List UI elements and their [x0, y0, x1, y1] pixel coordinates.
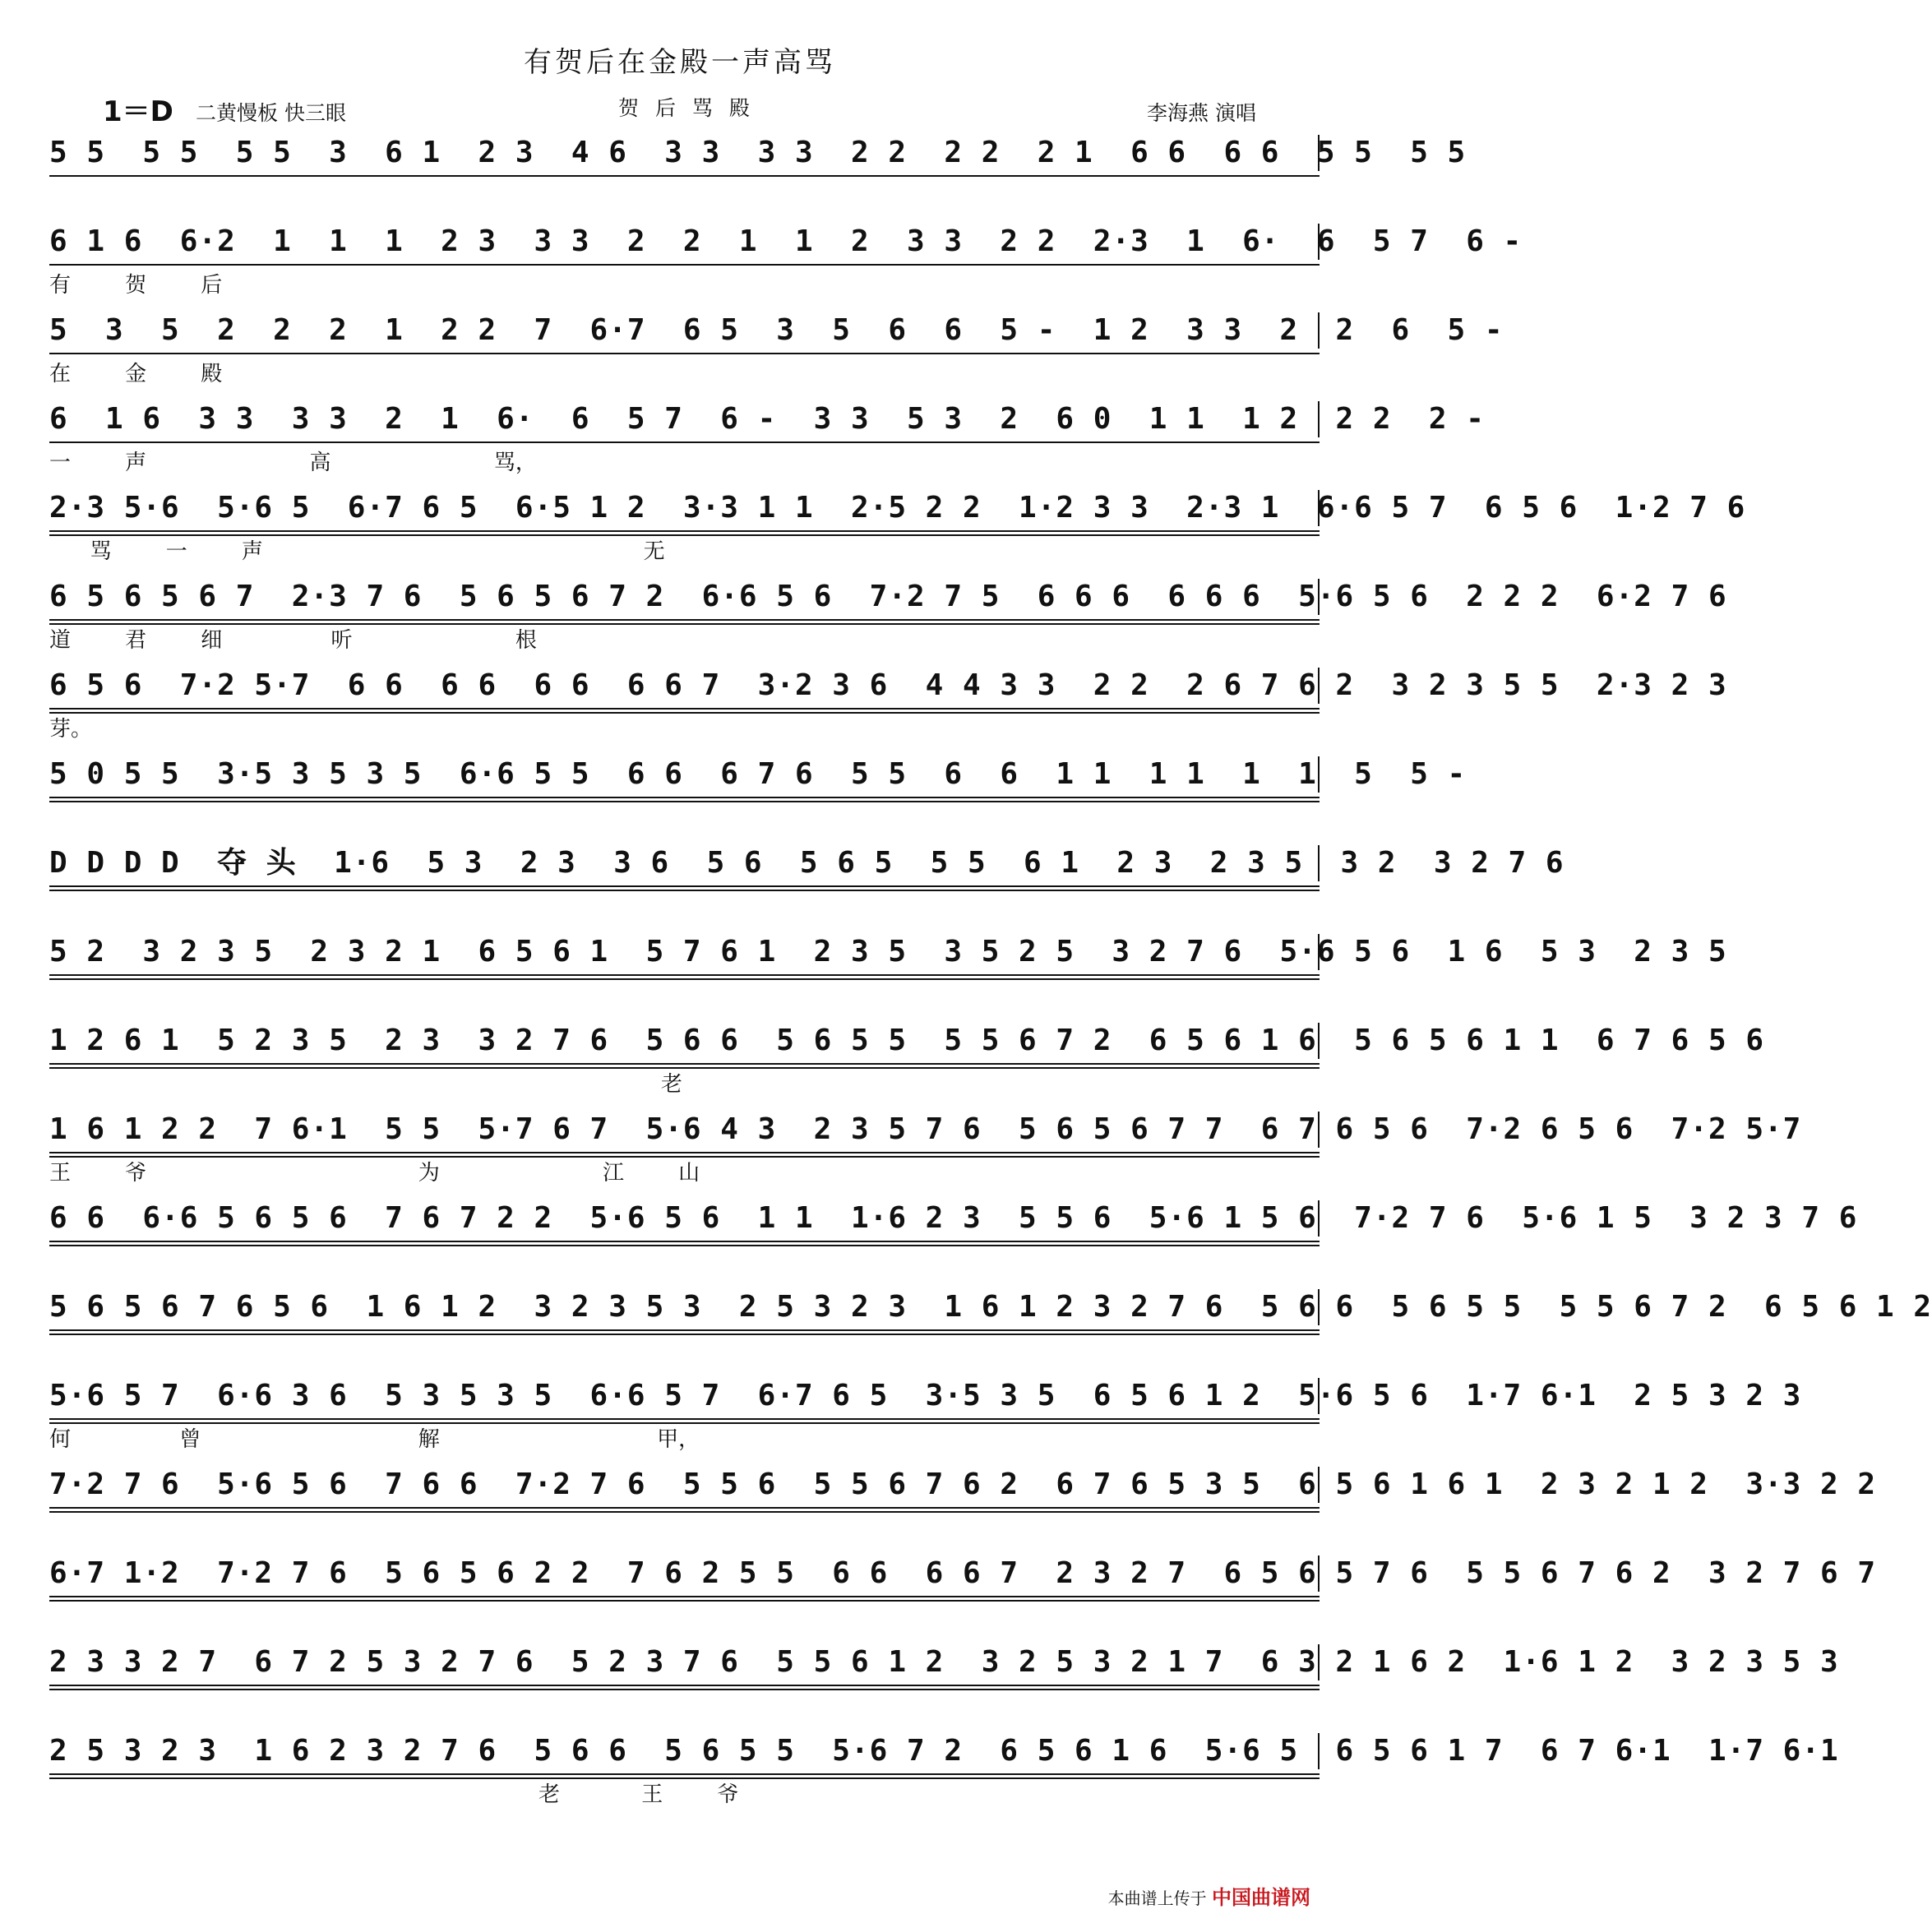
beam-line [49, 974, 1320, 976]
notation-line: 5·6 5 7 6·6 3 6 5 3 5 3 5 6·6 5 7 6·7 6 5 3·5 3 5 6 5 6 1 2 5·6 5 6 1·7 6·1 2 5 3 2 3 [49, 1379, 1802, 1412]
lyrics-line [49, 806, 1320, 830]
score-row [49, 1552, 1877, 1641]
bar-line [1318, 1200, 1320, 1237]
score-title: 有贺后在金殿一声高骂 [524, 46, 836, 79]
lyrics-line: 一 声 高 骂， [49, 451, 537, 475]
score-row [49, 220, 1523, 309]
score-row [49, 398, 1485, 487]
score-row [49, 753, 1467, 842]
notation-line: 6 6 6·6 5 6 5 6 7 6 7 2 2 5·6 5 6 1 1 1·6 2 3 5 5 6 5·6 1 5 6 7·2 7 6 5·6 1 5 3 2 3 7 6 [49, 1201, 1858, 1235]
bar-line [1318, 668, 1320, 704]
beam-line [49, 1422, 1320, 1424]
beam-line [49, 1685, 1320, 1686]
bar-line [1318, 1378, 1320, 1414]
score-row [49, 132, 1467, 220]
beam-line [49, 1067, 1320, 1069]
lyrics-line [49, 983, 1320, 1008]
beam-line [49, 1329, 1320, 1331]
notation-line: 6 1 6 6·2 1 1 1 2 3 3 3 2 2 1 1 2 3 3 2 2 2·3 1 6· 6 5 7 6 - [49, 224, 1523, 258]
beam-line [49, 1600, 1320, 1602]
lyrics-line: 骂 一 声 无 [49, 539, 665, 564]
notation-line: 5 5 5 5 5 5 3 6 1 2 3 4 6 3 3 3 3 2 2 2 2 2 1 6 6 6 6 5 5 5 5 [49, 136, 1467, 169]
footer-credit [1108, 1881, 1310, 1910]
beam-line [49, 1773, 1320, 1775]
lyrics-line: 芽。 [49, 717, 93, 742]
notation-line: 5 3 5 2 2 2 1 2 2 7 6·7 6 5 3 5 6 6 5 - 1 2 3 3 2 2 6 5 - [49, 313, 1504, 347]
beam-line [49, 623, 1320, 625]
score-row [49, 487, 1746, 576]
beam-line [49, 175, 1320, 177]
bar-line [1318, 1644, 1320, 1680]
bar-line [1318, 312, 1320, 349]
notation-line: D D D D 夺 头 1·6 5 3 2 3 3 6 5 6 5 6 5 5 5 6 1 2 3 2 3 5 3 2 3 2 7 6 [49, 846, 1565, 880]
notation-line: 2 3 3 2 7 6 7 2 5 3 2 7 6 5 2 3 7 6 5 5 6 1 2 3 2 5 3 2 1 7 6 3 2 1 6 2 1·6 1 2 3 2 3 5 3 [49, 1645, 1839, 1679]
score-row [49, 1730, 1839, 1819]
lyrics-line: 何 曾 解 甲， [49, 1427, 700, 1452]
lyrics-line [49, 1338, 1320, 1363]
key-signature: 1＝D [103, 95, 173, 128]
notation-line: 1 2 6 1 5 2 3 5 2 3 3 2 7 6 5 6 6 5 6 5 5 5 5 6 7 2 6 5 6 1 6 5 6 5 6 1 1 6 7 6 5 6 [49, 1024, 1764, 1057]
beam-line [49, 1596, 1320, 1597]
beam-line [49, 797, 1320, 798]
score-row [49, 1641, 1839, 1730]
lyrics-line: 有 贺 后 [49, 273, 223, 298]
beam-line [49, 890, 1320, 891]
notation-line: 6 5 6 7·2 5·7 6 6 6 6 6 6 6 6 7 3·2 3 6 4 4 3 3 2 2 2 6 7 6 2 3 2 3 5 5 2·3 2 3 [49, 668, 1727, 702]
bar-line [1318, 845, 1320, 881]
beam-line [49, 978, 1320, 980]
beam-line [49, 353, 1320, 354]
notation-line: 2 5 3 2 3 1 6 2 3 2 7 6 5 6 6 5 6 5 5 5·6 7 2 6 5 6 1 6 5·6 5 6 5 6 1 7 6 7 6·1 1·7 6·1 [49, 1734, 1839, 1768]
beam-line [49, 1063, 1320, 1065]
score-row [49, 1286, 1932, 1375]
lyrics-line [49, 894, 1320, 919]
beam-line [49, 708, 1320, 710]
beam-line [49, 1152, 1320, 1153]
score-row [49, 1463, 1877, 1552]
bar-line [1318, 579, 1320, 615]
bar-line [1318, 1289, 1320, 1325]
beam-line [49, 1777, 1320, 1779]
notation-line: 5 0 5 5 3·5 3 5 3 5 6·6 5 5 6 6 6 7 6 5 5 6 6 1 1 1 1 1 1 5 5 - [49, 757, 1467, 791]
lyrics-line [49, 1694, 1320, 1718]
beam-line [49, 441, 1320, 443]
score-row [49, 576, 1727, 664]
lyrics-line: 老 王 爷 [49, 1782, 739, 1807]
lyrics-line: 道 君 细 听 根 [49, 628, 537, 653]
notation-line: 1 6 1 2 2 7 6·1 5 5 5·7 6 7 5·6 4 3 2 3 5 7 6 5 6 5 6 7 7 6 7 6 5 6 7·2 6 5 6 7·2 5·7 [49, 1112, 1802, 1146]
notation-line: 6 5 6 5 6 7 2·3 7 6 5 6 5 6 7 2 6·6 5 6 7·2 7 5 6 6 6 6 6 6 5·6 5 6 2 2 2 6·2 7 6 [49, 580, 1727, 613]
footer-brand: 中国曲谱网 [1212, 1886, 1310, 1909]
score-body [49, 132, 1932, 1819]
beam-line [49, 1245, 1320, 1246]
beam-line [49, 1156, 1320, 1158]
notation-line: 5 6 5 6 7 6 5 6 1 6 1 2 3 2 3 5 3 2 5 3 2 3 1 6 1 2 3 2 7 6 5 6 6 5 6 5 5 5 5 6 7 2 6 5 6 1 2 [49, 1290, 1932, 1324]
beam-line [49, 1334, 1320, 1335]
score-row [49, 309, 1504, 398]
lyrics-line [49, 184, 1320, 209]
tempo-style: 二黄慢板 快三眼 [196, 101, 346, 125]
score-row [49, 842, 1565, 931]
lyrics-line [49, 1605, 1320, 1629]
beam-line [49, 885, 1320, 887]
beam-line [49, 264, 1320, 266]
beam-line [49, 1241, 1320, 1242]
beam-line [49, 530, 1320, 532]
beam-line [49, 712, 1320, 714]
score-row [49, 931, 1727, 1019]
beam-line [49, 801, 1320, 802]
score-row [49, 1197, 1858, 1286]
score-row [49, 664, 1727, 753]
bar-line [1318, 1733, 1320, 1769]
beam-line [49, 619, 1320, 621]
beam-line [49, 1507, 1320, 1509]
notation-line: 6·7 1·2 7·2 7 6 5 6 5 6 2 2 7 6 2 5 5 6 6 6 6 7 2 3 2 7 6 5 6 5 7 6 5 5 6 7 6 2 3 2 7 6 7 [49, 1556, 1877, 1590]
notation-line: 6 1 6 3 3 3 3 2 1 6· 6 5 7 6 - 3 3 5 3 2 6 0 1 1 1 2 2 2 2 - [49, 402, 1485, 436]
bar-line [1318, 401, 1320, 437]
subtitle: 贺 后 骂 殿 [618, 96, 755, 120]
bar-line [1318, 1023, 1320, 1059]
lyrics-line: 王 爷 为 江 山 [49, 1161, 700, 1186]
lyrics-line: 在 金 殿 [49, 362, 223, 386]
beam-line [49, 1418, 1320, 1420]
beam-line [49, 1689, 1320, 1690]
bar-line [1318, 1556, 1320, 1592]
bar-line [1318, 1467, 1320, 1503]
footer-text: 本曲谱上传于 [1107, 1888, 1207, 1908]
lyrics-line [49, 1250, 1320, 1274]
lyrics-line: 老 [49, 1072, 682, 1097]
score-row [49, 1375, 1802, 1463]
bar-line [1318, 934, 1320, 970]
bar-line [1318, 756, 1320, 793]
bar-line [1318, 224, 1320, 260]
bar-line [1318, 1112, 1320, 1148]
bar-line [1318, 490, 1320, 526]
notation-line: 2·3 5·6 5·6 5 6·7 6 5 6·5 1 2 3·3 1 1 2·5 2 2 1·2 3 3 2·3 1 6·6 5 7 6 5 6 1·2 7 6 [49, 491, 1746, 525]
bar-line [1318, 135, 1320, 171]
score-row [49, 1108, 1802, 1197]
notation-line: 7·2 7 6 5·6 5 6 7 6 6 7·2 7 6 5 5 6 5 5 6 7 6 2 6 7 6 5 3 5 6 5 6 1 6 1 2 3 2 1 2 3·3 2 2 [49, 1468, 1877, 1501]
beam-line [49, 1511, 1320, 1513]
lyrics-line [49, 1516, 1320, 1541]
beam-line [49, 534, 1320, 536]
score-row [49, 1019, 1764, 1108]
singer-credit: 李海燕 演唱 [1147, 101, 1256, 125]
notation-line: 5 2 3 2 3 5 2 3 2 1 6 5 6 1 5 7 6 1 2 3 5 3 5 2 5 3 2 7 6 5·6 5 6 1 6 5 3 2 3 5 [49, 935, 1727, 968]
